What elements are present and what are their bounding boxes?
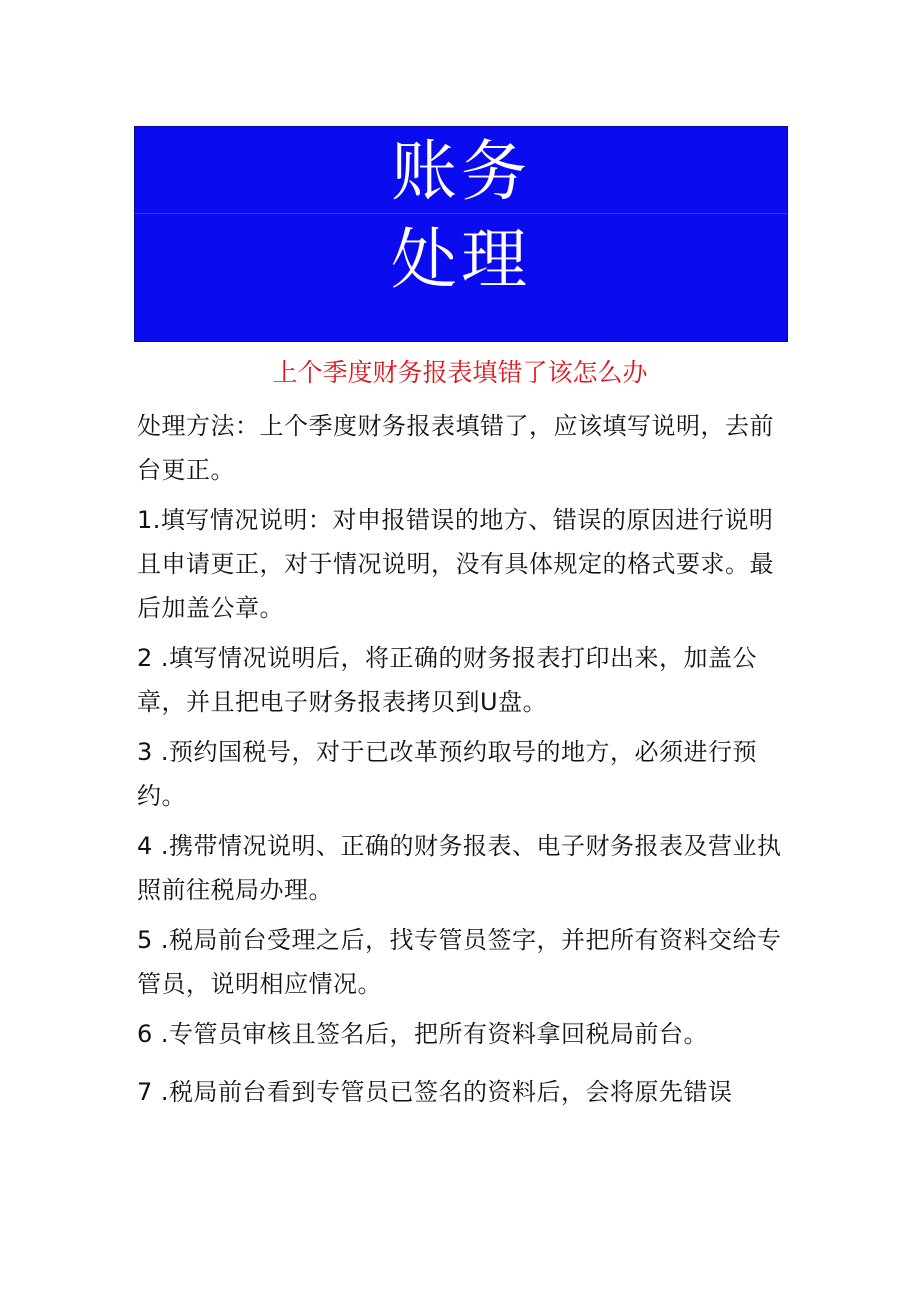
- title-banner: [134, 126, 788, 342]
- question-subtitle: 上个季度财务报表填错了该怎么办: [272, 358, 648, 387]
- paragraph-step-3: 3 .预约国税号，对于已改革预约取号的地方，必须进行预约。: [137, 738, 758, 810]
- banner-divider: [135, 213, 787, 214]
- banner-title-line-2: 处理: [391, 221, 531, 298]
- paragraph-step-4: 4 .携带情况说明、正确的财务报表、电子财务报表及营业执照前往税局办理。: [137, 832, 782, 904]
- paragraph-step-1: 1.填写情况说明：对申报错误的地方、错误的原因进行说明且申请更正，对于情况说明，没有具体规定的格式要求。最后加盖公章。: [137, 506, 774, 622]
- banner-title-line-1: 账务: [391, 133, 531, 210]
- paragraph-step-2: 2 .填写情况说明后，将正确的财务报表打印出来，加盖公章，并且把电子财务报表拷贝到U盘。: [137, 644, 758, 716]
- paragraph-step-7: 7 .税局前台看到专管员已签名的资料后，会将原先错误: [137, 1078, 733, 1106]
- paragraph-step-5: 5 .税局前台受理之后，找专管员签字，并把所有资料交给专管员，说明相应情况。: [137, 926, 782, 998]
- paragraph-step-6: 6 .专管员审核且签名后，把所有资料拿回税局前台。: [137, 1020, 709, 1048]
- document-body: [137, 404, 792, 1120]
- paragraph-method: 处理方法：上个季度财务报表填错了，应该填写说明，去前台更正。: [137, 412, 774, 484]
